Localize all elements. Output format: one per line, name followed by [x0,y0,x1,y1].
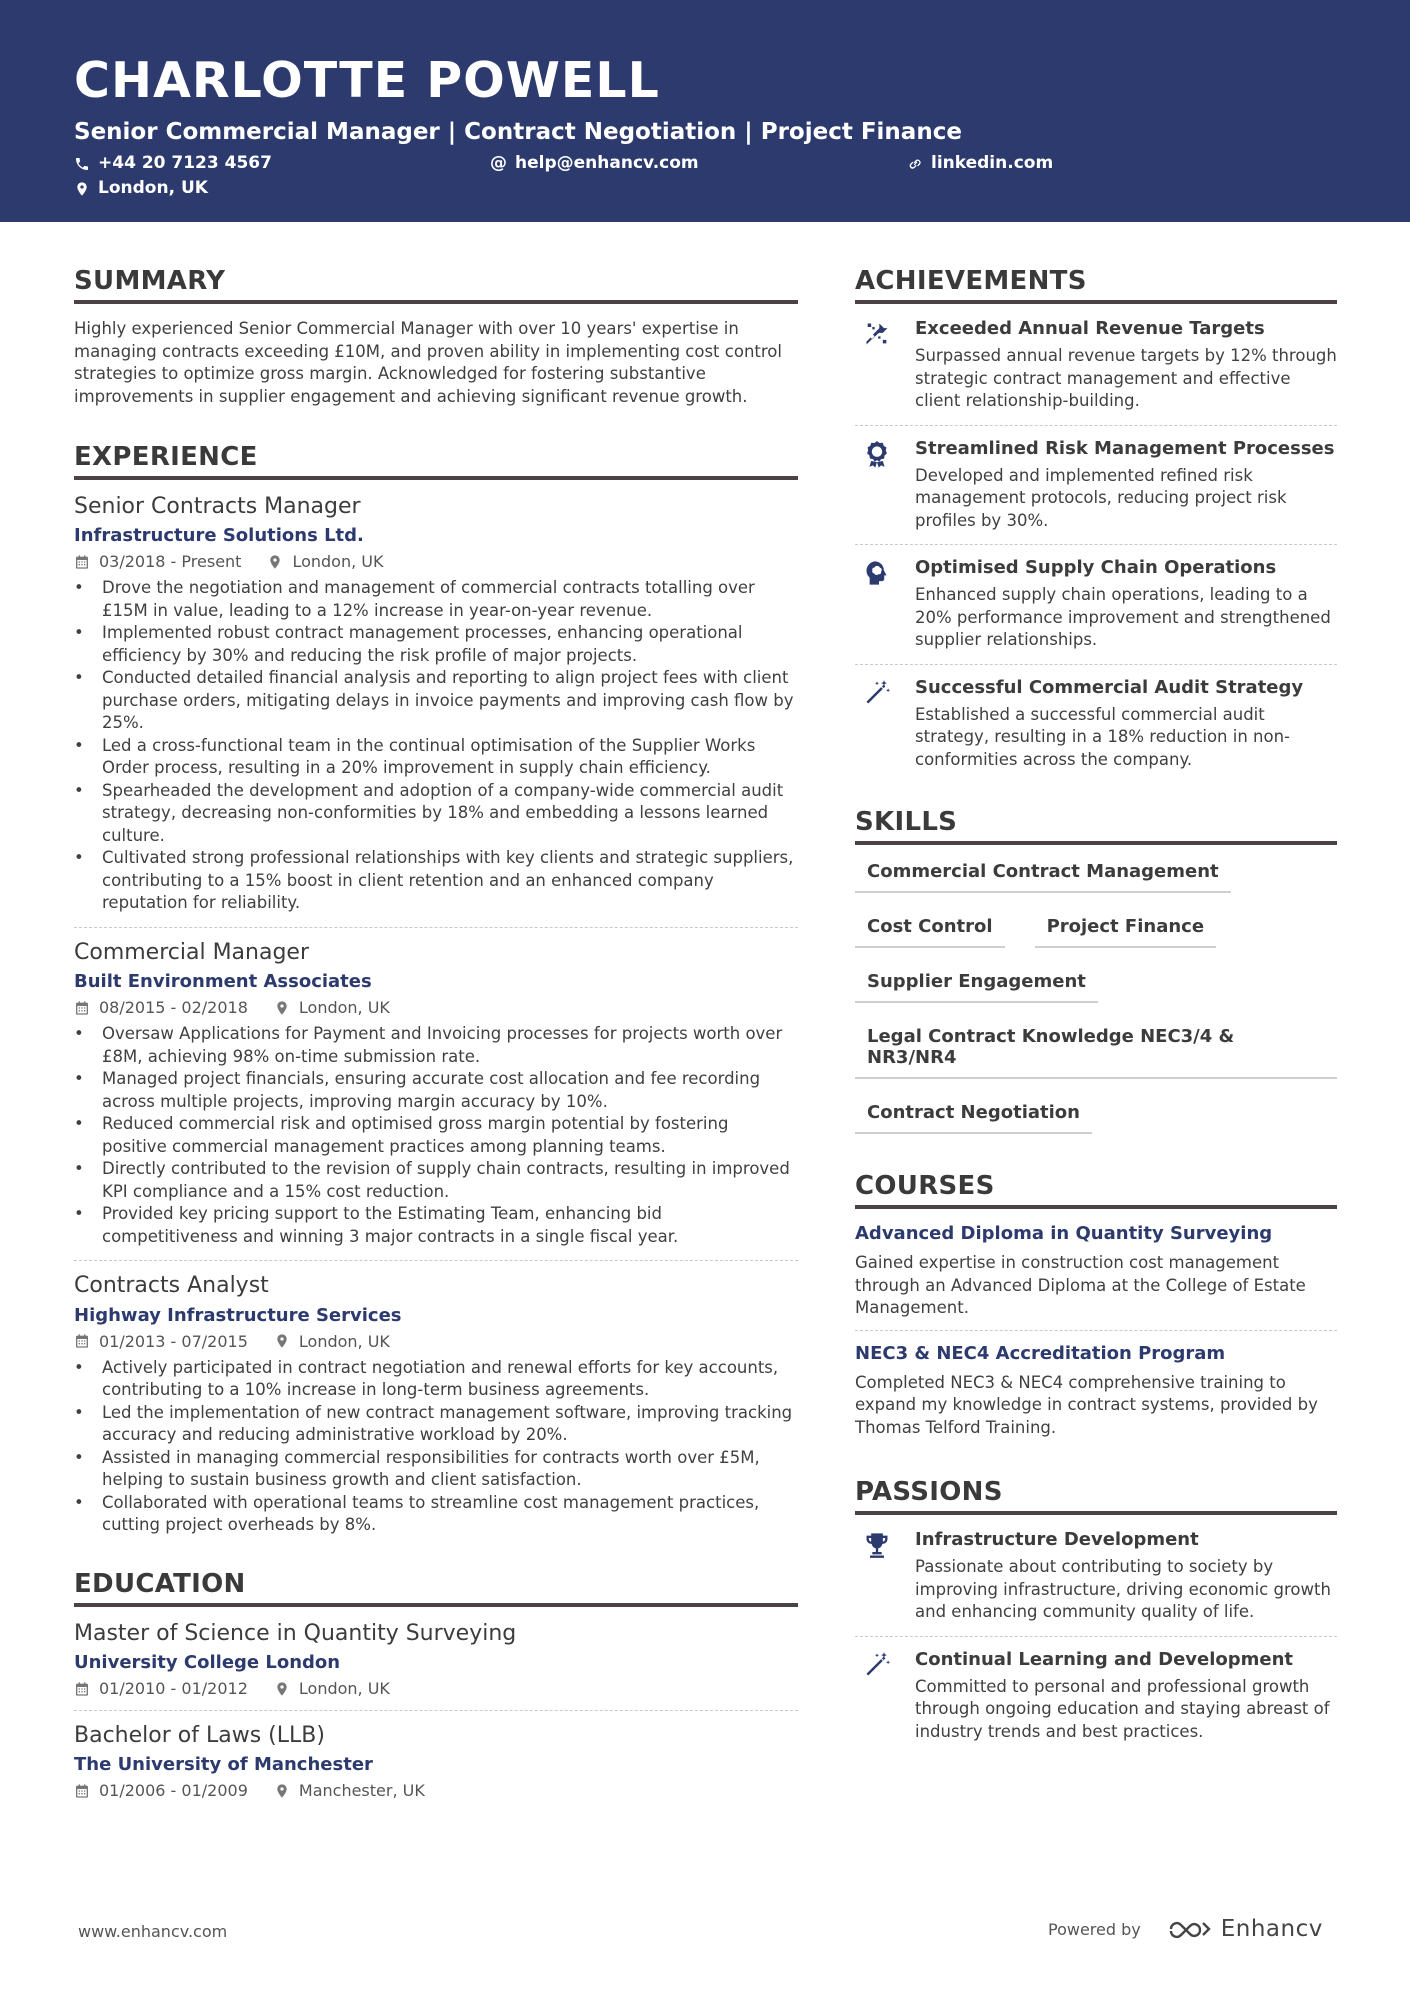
company-name: Infrastructure Solutions Ltd. [74,525,364,547]
candidate-name: CHARLOTTE POWELL [74,52,660,109]
education-meta [74,1679,798,1698]
dates-text: 01/2010 - 01/2012 [99,1679,248,1699]
education-meta [74,1781,798,1800]
bullet-item: • Actively participated in contract negotiation and renewal efforts for key accounts, contributing to a 10% increase in long-term business agreements. [74,1357,798,1402]
job-meta [74,1332,798,1351]
achievement-item [855,665,1337,784]
skills-list [855,853,1337,1149]
skill-tag: Commercial Contract Management [855,853,1231,893]
job-location [274,998,390,1017]
course-desc: Gained expertise in construction cost management through an Advanced Diploma at the College of Estate Management. [855,1253,1306,1317]
achievement-desc: Established a successful commercial audit strategy, resulting in a 18% reduction in non-conformities across the company. [915,704,1290,769]
achievement-desc: Developed and implemented refined risk management protocols, reducing project risk profiles by 30%. [915,465,1287,530]
bullet-item: • Reduced commercial risk and optimised gross margin potential by fostering positive commercial management practices among planning teams. [74,1113,798,1158]
magic-wand-icon [863,679,891,707]
achievement-item [855,426,1337,546]
calendar-icon [74,1333,90,1349]
course-title: Advanced Diploma in Quantity Surveying [855,1223,1273,1244]
education-entry [74,1723,798,1812]
section-title: COURSES [855,1173,1337,1209]
passion-item [855,1637,1337,1756]
brand-name: Enhancv [1220,1916,1323,1942]
location-pin-icon [274,1783,290,1799]
company-name: Built Environment Associates [74,971,372,993]
brand-logo[interactable] [1167,1916,1323,1942]
summary-text: Highly experienced Senior Commercial Manager with over 10 years' expertise in managing contracts exceeding £10M, and proven ability in implementing cost control strategies to optimize gross margin. Acknowledged for fostering substantive improvements in supplier engagement and achieving significant revenue growth. [74,319,782,406]
location-text: London, UK [298,998,390,1018]
job-title: Contracts Analyst [74,1273,269,1299]
section-title: SKILLS [855,809,1337,845]
summary-section [74,268,798,408]
degree-title: Master of Science in Quantity Surveying [74,1620,517,1646]
contact-linkedin[interactable] [907,155,1053,172]
email-text[interactable]: help@enhancv.com [515,153,699,173]
bullet-item: • Directly contributed to the revision of supply chain contracts, resulting in improved KPI compliance and a 15% cost reduction. [74,1158,798,1203]
location-pin-icon [267,554,283,570]
achievements-section [855,268,1337,783]
footer-branding [1048,1916,1323,1942]
passion-desc: Committed to personal and professional growth through ongoing education and staying abreast of industry trends and best practices. [915,1676,1330,1741]
footer-website[interactable]: www.enhancv.com [78,1922,228,1941]
location-pin-icon [274,1333,290,1349]
location-text: London, UK [98,178,208,198]
location-pin-icon [274,1000,290,1016]
dates-text: 01/2013 - 07/2015 [99,1331,248,1351]
bullet-item: • Oversaw Applications for Payment and Invoicing processes for projects worth over £8M, achieving 98% on-time submission rate. [74,1023,798,1068]
dates-text: 08/2015 - 02/2018 [99,998,248,1018]
left-column [74,268,798,1824]
job-title: Commercial Manager [74,939,310,965]
location-text: London, UK [298,1331,390,1351]
job-dates [74,1332,248,1351]
job-bullets [74,1023,798,1248]
experience-section [74,444,798,1549]
bullet-item: • Spearheaded the development and adoption of a company-wide commercial audit strategy, decreasing non-conformities by 18% and embedding a lessons learned culture. [74,780,798,848]
skill-tag: Cost Control [855,908,1005,948]
course-desc: Completed NEC3 & NEC4 comprehensive training to expand my knowledge in contract systems, provided by Thomas Telford Training. [855,1372,1318,1437]
achievement-desc: Surpassed annual revenue targets by 12% through strategic contract management and effective client relationship-building. [915,346,1337,410]
magic-wand-icon [863,1651,891,1679]
head-brain-icon [863,559,891,587]
bullet-item: • Conducted detailed financial analysis and reporting to align project fees with client purchase orders, mitigating delays in invoice payments and improving cash flow by 25%. [74,667,798,735]
passion-title: Continual Learning and Development [915,1648,1294,1670]
skill-tag: Supplier Engagement [855,963,1098,1003]
contact-phone [74,155,272,172]
passion-item [855,1517,1337,1637]
contact-location [74,180,208,197]
job-location [274,1332,390,1351]
calendar-icon [74,1000,90,1016]
school-name: The University of Manchester [74,1754,373,1776]
education-dates [74,1679,248,1698]
bullet-item: • Managed project financials, ensuring accurate cost allocation and fee recording across multiple projects, improving margin accuracy by 10%. [74,1068,798,1113]
section-title: ACHIEVEMENTS [855,268,1337,304]
experience-entry [74,1273,798,1548]
contact-email[interactable] [490,155,699,172]
achievement-title: Optimised Supply Chain Operations [915,557,1277,578]
education-location [274,1679,390,1698]
calendar-icon [74,1783,90,1799]
location-pin-icon [274,1681,290,1697]
experience-entry [74,940,798,1261]
achievement-item [855,306,1337,426]
achievement-title: Exceeded Annual Revenue Targets [915,318,1265,339]
achievement-title: Streamlined Risk Management Processes [915,437,1335,459]
job-dates [74,552,241,571]
skill-tag: Contract Negotiation [855,1094,1092,1134]
courses-section [855,1173,1337,1449]
bullet-item: • Assisted in managing commercial responsibilities for contracts worth over £5M, helping to sustain business growth and client satisfaction. [74,1447,798,1492]
bullet-item: • Collaborated with operational teams to streamline cost management practices, cutting project overheads by 8%. [74,1492,798,1537]
skill-tag: Project Finance [1035,908,1216,948]
course-item [855,1223,1337,1331]
powered-by-text: Powered by [1048,1919,1141,1939]
degree-title: Bachelor of Laws (LLB) [74,1723,325,1749]
enhancv-logo-icon [1167,1917,1213,1941]
award-ribbon-icon [863,440,891,468]
education-entry [74,1621,798,1711]
company-name: Highway Infrastructure Services [74,1304,402,1326]
section-title: EDUCATION [74,1571,798,1607]
right-column [855,268,1337,1755]
calendar-icon [74,1681,90,1697]
bullet-item: • Led a cross-functional team in the continual optimisation of the Supplier Works Order process, resulting in a 20% improvement in supply chain efficiency. [74,735,798,780]
bullet-item: • Led the implementation of new contract management software, improving tracking accuracy and reducing administrative workload by 20%. [74,1402,798,1447]
section-title: PASSIONS [855,1479,1337,1515]
achievement-desc: Enhanced supply chain operations, leading to a 20% performance improvement and strengthened supplier relationships. [915,585,1331,649]
achievement-item [855,545,1337,665]
location-text: London, UK [292,552,384,572]
education-dates [74,1781,248,1800]
phone-text: +44 20 7123 4567 [98,153,272,173]
job-dates [74,998,248,1017]
phone-icon [74,156,90,172]
job-meta [74,552,798,571]
location-pin-icon [74,181,90,197]
course-title: NEC3 & NEC4 Accreditation Program [855,1342,1226,1364]
education-location [274,1781,425,1800]
passion-title: Infrastructure Development [915,1529,1199,1550]
candidate-headline: Senior Commercial Manager | Contract Negotiation | Project Finance [74,119,962,145]
job-bullets [74,577,798,915]
bullet-item: • Cultivated strong professional relationships with key clients and strategic suppliers, contributing to a 15% boost in client retention and an enhanced company reputation for reliability. [74,847,798,915]
job-meta [74,998,798,1017]
bullet-item: • Drove the negotiation and management of commercial contracts totalling over £15M in value, leading to a 12% increase in year-on-year revenue. [74,577,798,622]
passions-section [855,1479,1337,1755]
skill-tag: Legal Contract Knowledge NEC3/4 & NR3/NR4 [855,1018,1337,1079]
at-icon: @ [490,153,507,173]
section-title: EXPERIENCE [74,444,798,480]
link-icon [907,156,923,172]
bullet-item: • Provided key pricing support to the Estimating Team, enhancing bid competitiveness and winning 3 major contracts in a single fiscal year. [74,1203,798,1248]
dates-text: 01/2006 - 01/2009 [99,1781,248,1801]
experience-entry [74,494,798,928]
job-bullets [74,1357,798,1537]
calendar-icon [74,554,90,570]
passion-desc: Passionate about contributing to society by improving infrastructure, driving economic growth and enhancing community quality of life. [915,1557,1331,1621]
education-section [74,1568,798,1813]
job-location [267,552,383,571]
linkedin-text[interactable]: linkedin.com [931,153,1054,173]
job-title: Senior Contracts Manager [74,494,361,519]
course-item [855,1343,1337,1450]
skills-section [855,809,1337,1149]
section-title: SUMMARY [74,268,798,304]
target-arrows-icon [863,320,891,348]
location-text: Manchester, UK [298,1781,425,1801]
school-name: University College London [74,1652,341,1674]
dates-text: 03/2018 - Present [99,552,242,572]
resume-header [0,0,1410,222]
location-text: London, UK [298,1679,390,1699]
trophy-icon [863,1531,891,1559]
achievement-title: Successful Commercial Audit Strategy [915,676,1304,698]
bullet-item: • Implemented robust contract management processes, enhancing operational efficiency by 30% and reducing the risk profile of major projects. [74,622,798,667]
